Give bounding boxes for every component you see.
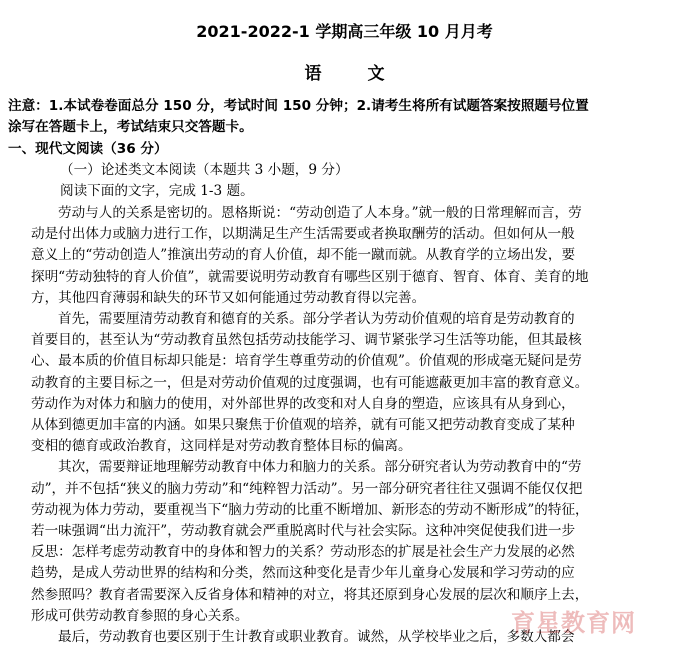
section-heading: 一、现代文阅读（36 分） (8, 141, 168, 157)
passage-line: 动教育的主要目标之一，但是对劳动价值观的过度强调，也有可能遮蔽更加丰富的教育意义。 (31, 374, 589, 391)
notice-line: 涂写在答题卡上，考试结束只交答题卡。 (8, 119, 253, 135)
passage-line: 形成可供劳动教育参照的身心关系。 (31, 607, 249, 624)
passage-line: 变相的德育或政治教育，这同样是对劳动教育整体目标的偏离。 (31, 438, 412, 455)
watermark-logo: 育星教育网 (511, 610, 636, 636)
passage-line: 劳动作为对体力和脑力的使用，对外部世界的改变和对人自身的塑造，应该具有从身到心， (31, 395, 575, 412)
passage-line: 方，其他四育薄弱和缺失的环节又如何能通过劳动教育得以完善。 (31, 289, 426, 306)
passage-line: 其次，需要辩证地理解劳动教育中体力和脑力的关系。部分研究者认为劳动教育中的“劳 (58, 459, 582, 476)
passage-line: 意义上的“劳动创造人”推演出劳动的育人价值，却不能一蹴而就。从教育学的立场出发，要 (31, 247, 576, 264)
passage-line: 动是付出体力或脑力进行工作，以期满足生产生活需要或者换取酬劳的活动。但如何从一般 (31, 226, 575, 243)
passage-line: 反思：怎样考虑劳动教育中的身体和智力的关系？劳动形态的扩展是社会生产力发展的必然 (31, 544, 575, 561)
subject-title: 语 文 (304, 64, 405, 84)
passage-line: 劳动视为体力劳动，要重视当下“脑力劳动的比重不断增加、新形态的劳动不断形成”的特征， (31, 501, 589, 518)
passage-line: 最后，劳动教育也要区别于生计教育或职业教育。诚然，从学校毕业之后，多数人都会 (58, 629, 575, 646)
reading-instruction: 阅读下面的文字，完成 1-3 题。 (60, 183, 254, 199)
exam-title: 2021-2022-1 学期高三年级 10 月月考 (196, 22, 493, 41)
notice-line: 注意：1.本试卷卷面总分 150 分，考试时间 150 分钟；2.请考生将所有试题答案按照题号位置 (8, 98, 589, 114)
reading-passage (31, 203, 683, 648)
exam-notice (8, 96, 684, 138)
passage-paragraph (31, 457, 683, 627)
sub-section-heading: （一）论述类文本阅读（本题共 3 小题，9 分） (60, 162, 349, 178)
passage-line: 然参照吗？教育者需要深入反省身体和精神的对立，将其还原到身心发展的层次和顺序上去， (31, 586, 589, 603)
passage-line: 动”，并不包括“狭义的脑力劳动”和“纯粹智力活动”。另一部分研究者往往又强调不能仅仅把 (31, 480, 583, 497)
passage-line: 首先，需要厘清劳动教育和德育的关系。部分学者认为劳动价值观的培育是劳动教育的 (58, 311, 575, 328)
passage-paragraph (31, 203, 683, 309)
passage-paragraph (31, 309, 683, 457)
passage-line: 心、最本质的价值目标却只能是：培育学生尊重劳动的价值观”。价值观的形成毫无疑问是劳 (31, 353, 582, 370)
passage-line: 首要目的，甚至认为“劳动教育虽然包括劳动技能学习、调节紧张学习生活等功能，但其最核 (31, 332, 582, 349)
passage-line: 从体到德更加丰富的内涵。如果只聚焦于价值观的培养，就有可能又把劳动教育变成了某种 (31, 417, 575, 434)
passage-line: 若一味强调“出力流汗”，劳动教育就会严重脱离时代与社会实际。这种冲突促使我们进一步 (31, 523, 576, 540)
passage-line: 探明“劳动独特的育人价值”，就需要说明劳动教育有哪些区别于德育、智育、体育、美育的地 (31, 268, 589, 285)
passage-line: 劳动与人的关系是密切的。恩格斯说：“劳动创造了人本身。”就一般的日常理解而言，劳 (58, 205, 582, 221)
passage-line: 趋势，是成人劳动世界的结构和分类，然而这种变化是青少年儿童身心发展和学习劳动的应 (31, 565, 575, 582)
